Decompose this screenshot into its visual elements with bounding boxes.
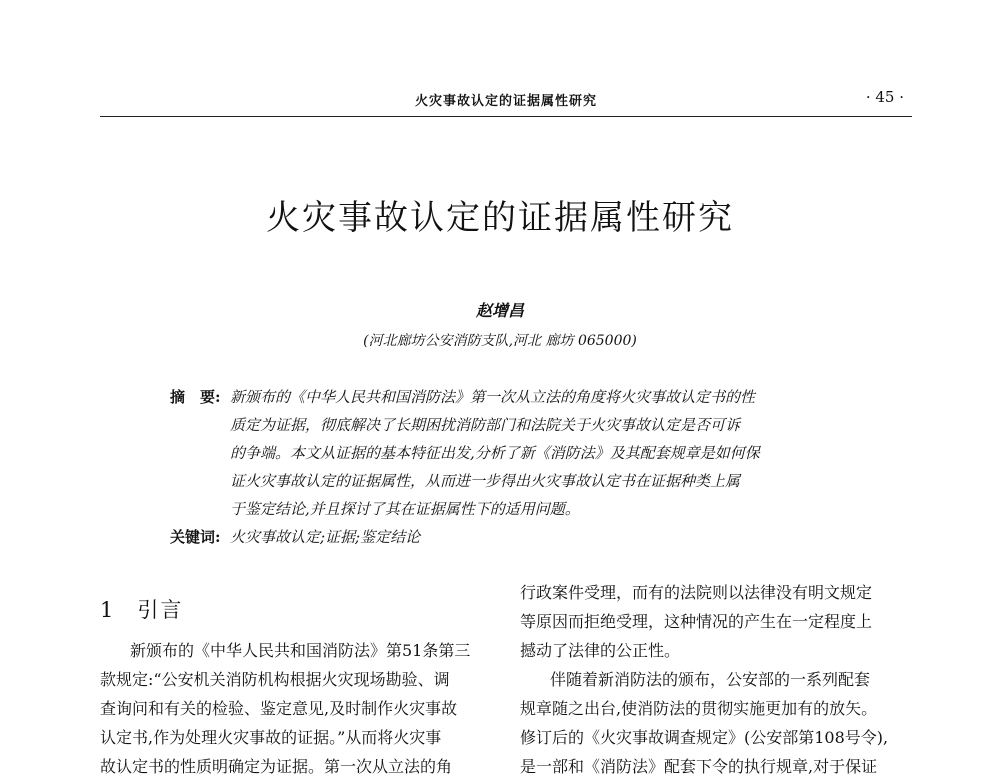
abstract-line: 的争端。本文从证据的基本特征出发,分析了新《消防法》及其配套规章是如何保	[230, 444, 760, 462]
right-column-line: 修订后的《火灾事故调查规定》(公安部第108号令),	[520, 728, 889, 747]
keywords-text: 火灾事故认定;证据;鉴定结论	[230, 528, 421, 546]
author-affiliation: (河北廊坊公安消防支队,河北 廊坊 065000)	[363, 333, 637, 349]
right-column-line: 等原因而拒绝受理，这种情况的产生在一定程度上	[520, 612, 873, 631]
right-column-line: 规章随之出台,使消防法的贯彻实施更加有的放矢。	[520, 699, 878, 718]
page-number: · 45 ·	[865, 88, 904, 106]
abstract-line: 于鉴定结论,并且探讨了其在证据属性下的适用问题。	[230, 500, 580, 518]
right-column-line: 行政案件受理，而有的法院则以法律没有明文规定	[520, 583, 873, 602]
author-name: 赵增昌	[475, 301, 524, 320]
section-title: 引言	[137, 598, 184, 622]
left-column-line: 款规定:“公安机关消防机构根据火灾现场勘验、调	[100, 670, 450, 689]
abstract-label: 摘 要:	[170, 388, 221, 406]
right-column-line: 伴随着新消防法的颁布，公安部的一系列配套	[550, 670, 871, 689]
section-heading	[100, 594, 183, 624]
right-column-line: 撼动了法律的公正性。	[520, 641, 681, 660]
section-number: 1	[100, 598, 116, 622]
abstract-line: 新颁布的《中华人民共和国消防法》第一次从立法的角度将火灾事故认定书的性	[230, 388, 756, 406]
left-column-line: 新颁布的《中华人民共和国消防法》第51条第三	[130, 641, 471, 660]
paper-title: 火灾事故认定的证据属性研究	[266, 198, 734, 238]
right-column-line: 是一部和《消防法》配套下令的执行规章,对于保证	[520, 757, 878, 776]
running-head-title: 火灾事故认定的证据属性研究	[414, 94, 597, 109]
left-column-line: 查询问和有关的检验、鉴定意见,及时制作火灾事故	[100, 699, 458, 718]
left-column-line: 认定书,作为处理火灾事故的证据。”从而将火灾事	[100, 728, 442, 747]
left-column-line: 故认定书的性质明确定为证据。第一次从立法的角	[100, 757, 453, 776]
keywords-label: 关键词:	[170, 528, 221, 546]
abstract-line: 证火灾事故认定的证据属性，从而进一步得出火灾事故认定书在证据种类上属	[230, 472, 741, 490]
abstract-line: 质定为证据，彻底解决了长期困扰消防部门和法院关于火灾事故认定是否可诉	[230, 416, 741, 434]
running-head	[100, 86, 912, 117]
